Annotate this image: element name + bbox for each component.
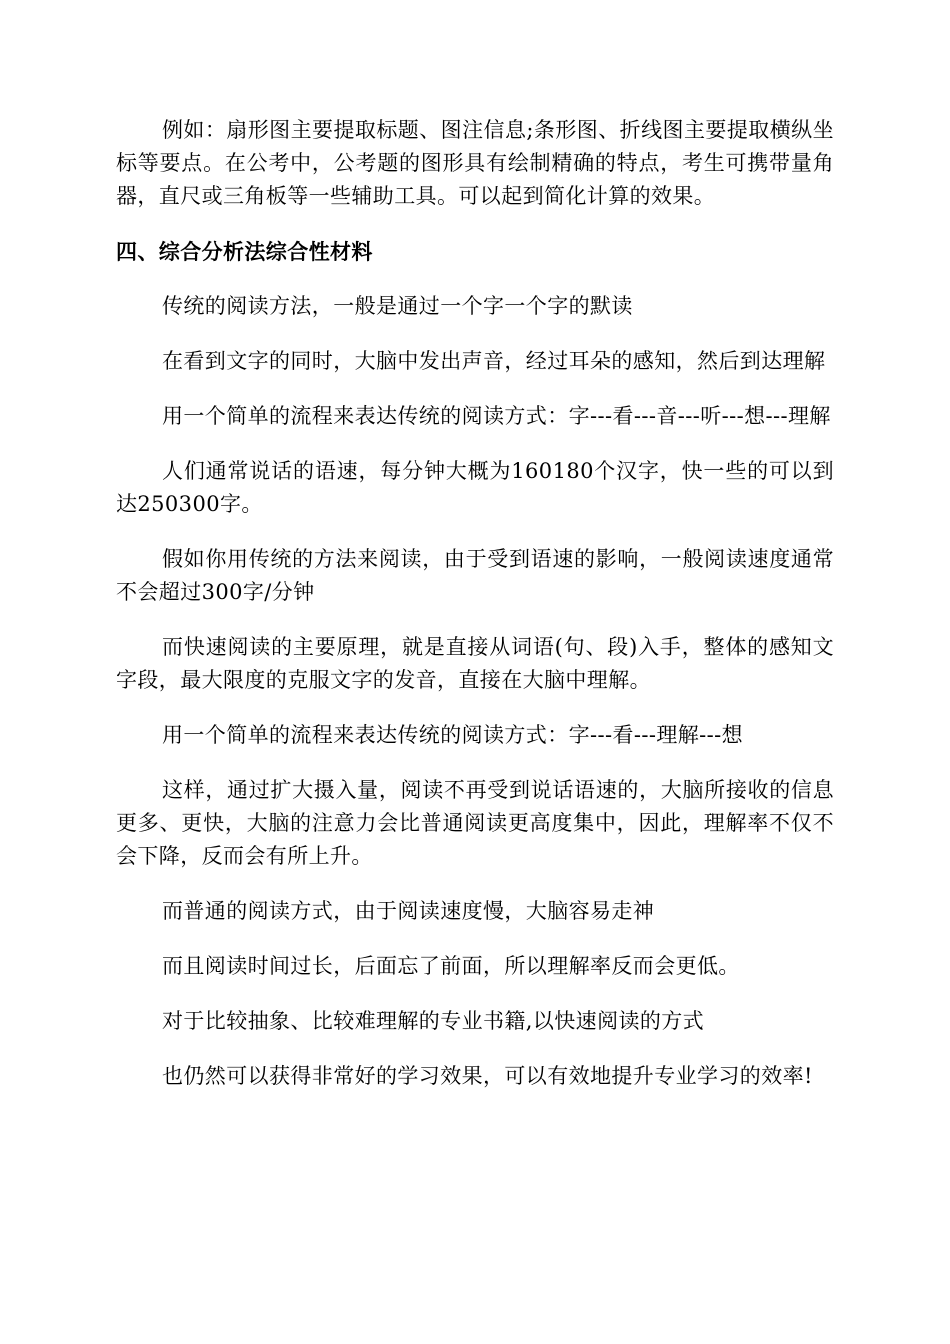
paragraph-5: 假如你用传统的方法来阅读，由于受到语速的影响，一般阅读速度通常不会超过300字/分钟 [116, 547, 834, 604]
paragraph-2: 在看到文字的同时，大脑中发出声音，经过耳朵的感知，然后到达理解 [162, 349, 826, 373]
intro-paragraph: 例如：扇形图主要提取标题、图注信息;条形图、折线图主要提取横纵坐标等要点。在公考中，公考题的图形具有绘制精确的特点，考生可携带量角器，直尺或三角板等一些辅助工具。可以起到简化计算的效果。 [116, 118, 834, 208]
section-heading: 四、综合分析法综合性材料 [116, 239, 373, 264]
paragraph-10: 而且阅读时间过长，后面忘了前面，所以理解率反而会更低。 [162, 954, 740, 978]
paragraph-1: 传统的阅读方法，一般是通过一个字一个字的默读 [162, 294, 633, 318]
paragraph-11: 对于比较抽象、比较难理解的专业书籍,以快速阅读的方式 [162, 1009, 705, 1033]
paragraph-6: 而快速阅读的主要原理，就是直接从词语(句、段)入手，整体的感知文字段，最大限度的克服文字的发音，直接在大脑中理解。 [116, 635, 834, 692]
paragraph-9: 而普通的阅读方式，由于阅读速度慢，大脑容易走神 [162, 899, 655, 923]
paragraph-12: 也仍然可以获得非常好的学习效果，可以有效地提升专业学习的效率! [162, 1064, 813, 1088]
paragraph-8: 这样，通过扩大摄入量，阅读不再受到说话语速的，大脑所接收的信息更多、更快，大脑的注意力会比普通阅读更高度集中，因此，理解率不仅不会下降，反而会有所上升。 [116, 778, 834, 868]
paragraph-4: 人们通常说话的语速，每分钟大概为160180个汉字，快一些的可以到达250300字。 [116, 459, 834, 516]
paragraph-3: 用一个简单的流程来表达传统的阅读方式：字---看---音---听---想---理解 [162, 404, 831, 428]
paragraph-7: 用一个简单的流程来表达传统的阅读方式：字---看---理解---想 [162, 723, 744, 747]
document-body [116, 114, 834, 1115]
